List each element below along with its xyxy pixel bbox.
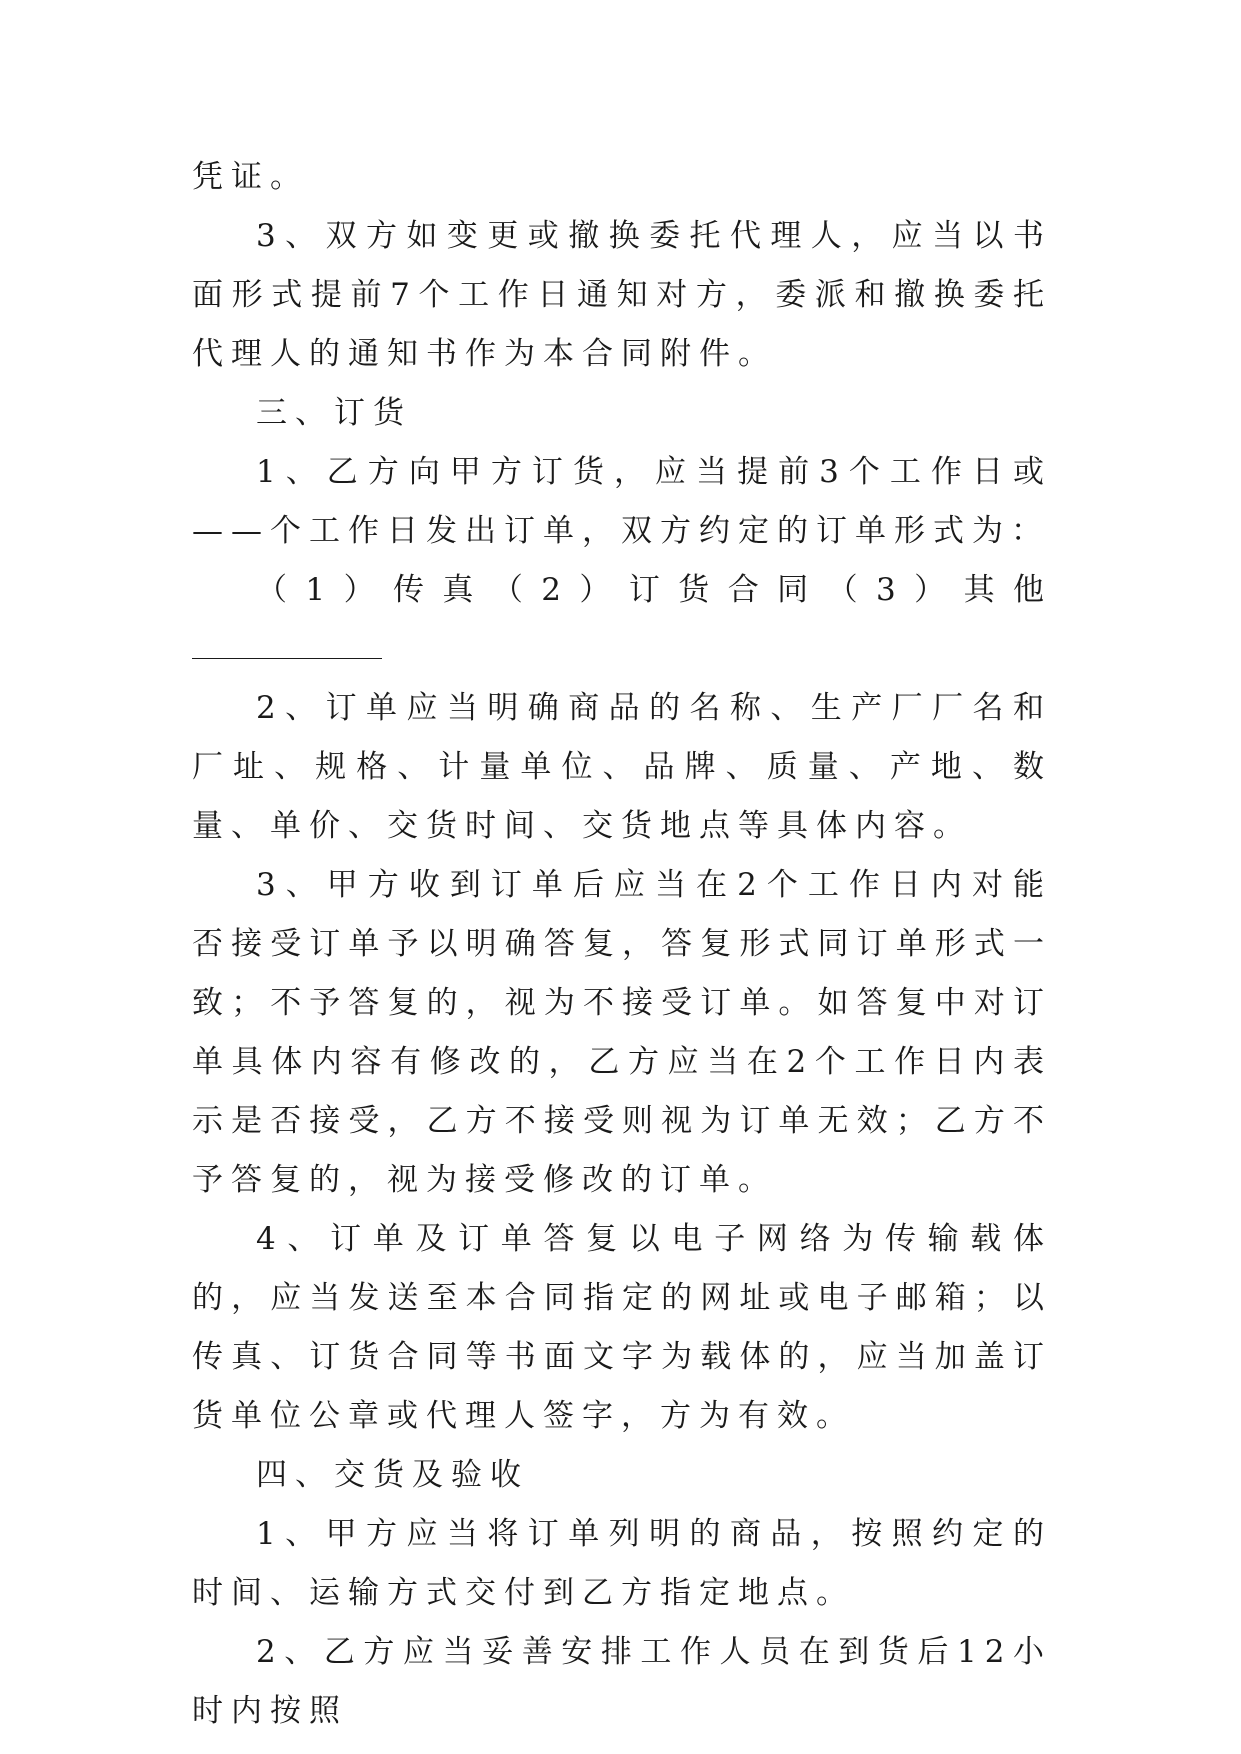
section-heading-ordering: 三、订货 — [256, 395, 412, 431]
paragraph-10: 1、甲方应当将订单列明的商品，按照约定的时间、运输方式交付到乙方指定地点。 — [192, 1516, 1052, 1611]
paragraph-7: 3、甲方收到订单后应当在2个工作日内对能否接受订单予以明确答复，答复形式同订单形式一致；不予答复的，视为不接受订单。如答复中对订单具体内容有修改的，乙方应当在2个工作日内表示是否接受，乙方不接受则视为订单无效；乙方不予答复的，视为接受修改的订单。 — [192, 867, 1052, 1198]
paragraph-6: 2、订单应当明确商品的名称、生产厂厂名和厂址、规格、计量单位、品牌、质量、产地、数量、单价、交货时间、交货地点等具体内容。 — [192, 690, 1052, 844]
paragraph-2: 3、双方如变更或撤换委托代理人，应当以书面形式提前7个工作日通知对方，委派和撤换委托代理人的通知书作为本合同附件。 — [192, 218, 1052, 372]
paragraph-1: 凭证。 — [192, 159, 309, 195]
document-body — [192, 148, 1052, 1741]
fill-in-blank[interactable] — [192, 625, 382, 659]
section-heading-delivery: 四、交货及验收 — [256, 1457, 529, 1493]
order-form-options — [192, 561, 1052, 679]
paragraph-4: 1、乙方向甲方订货，应当提前3个工作日或——个工作日发出订单，双方约定的订单形式为： — [192, 454, 1052, 549]
paragraph-11: 2、乙方应当妥善安排工作人员在到货后12小时内按照 — [192, 1634, 1052, 1729]
order-form-options-text: （1）传真（2）订货合同（3）其他 — [256, 572, 1052, 608]
paragraph-8: 4、订单及订单答复以电子网络为传输载体的，应当发送至本合同指定的网址或电子邮箱；以传真、订货合同等书面文字为载体的，应当加盖订货单位公章或代理人签字，方为有效。 — [192, 1221, 1052, 1434]
